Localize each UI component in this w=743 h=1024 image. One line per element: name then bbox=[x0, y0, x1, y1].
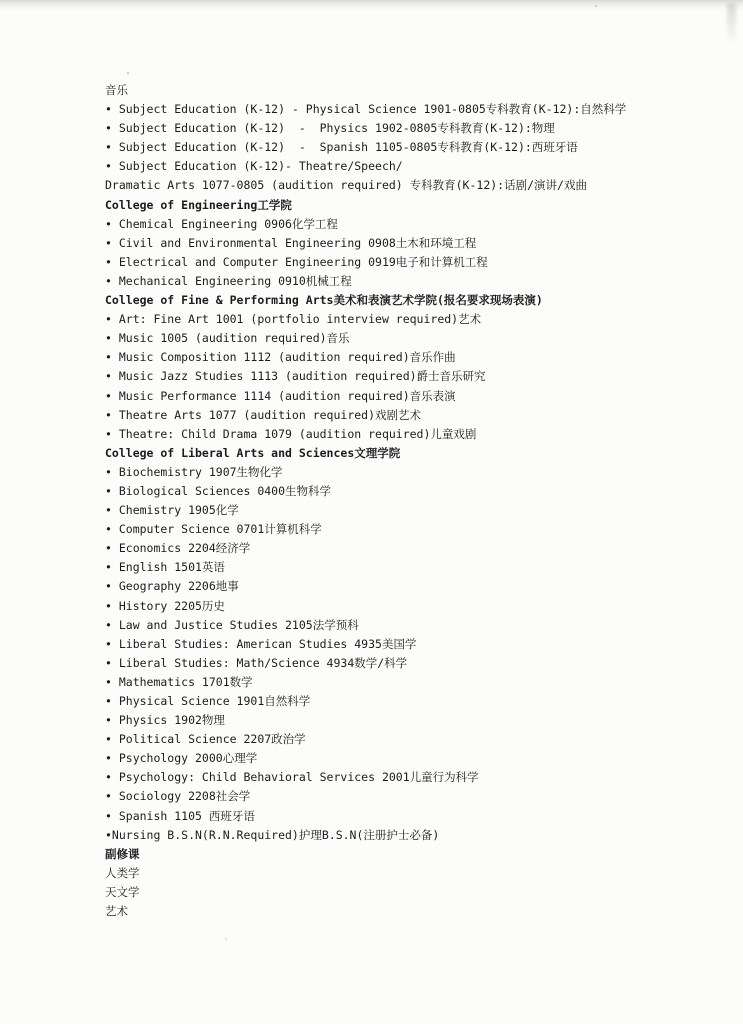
doc-line: • Psychology: Child Behavioral Services 2001儿童行为科学 bbox=[105, 770, 479, 785]
doc-line: • Civil and Environmental Engineering 0908土木和环境工程 bbox=[105, 235, 477, 250]
doc-line: 天文学 bbox=[105, 884, 140, 899]
doc-line: • English 1501英语 bbox=[105, 560, 225, 575]
doc-line: • Political Science 2207政治学 bbox=[105, 732, 306, 747]
document-body bbox=[105, 81, 741, 921]
doc-line: 音乐 bbox=[105, 83, 128, 97]
doc-line: Dramatic Arts 1077-0805 (audition required) 专科教育(K-12):话剧/演讲/戏曲 bbox=[105, 178, 587, 193]
doc-line: College of Liberal Arts and Sciences文理学院 bbox=[105, 445, 401, 460]
doc-line: 人类学 bbox=[105, 865, 140, 880]
doc-line: • Geography 2206地事 bbox=[105, 579, 239, 594]
doc-line: • Theatre Arts 1077 (audition required)戏剧艺术 bbox=[105, 407, 422, 422]
doc-line: • Chemical Engineering 0906化学工程 bbox=[105, 216, 338, 231]
doc-line: • Electrical and Computer Engineering 0919电子和计算机工程 bbox=[105, 254, 488, 269]
scan-edge-shadow bbox=[0, 0, 743, 10]
doc-line: • Biochemistry 1907生物化学 bbox=[105, 464, 283, 479]
doc-line: • Liberal Studies: American Studies 4935美国学 bbox=[105, 636, 417, 651]
doc-line: • Subject Education (K-12) - Physical Science 1901-0805专科教育(K-12):自然科学 bbox=[105, 102, 627, 117]
doc-line: • History 2205历史 bbox=[105, 598, 225, 613]
doc-line: •Nursing B.S.N(R.N.Required)护理B.S.N(注册护士必备) bbox=[105, 827, 440, 842]
doc-line: • Spanish 1105 西班牙语 bbox=[105, 808, 255, 823]
doc-line: • Theatre: Child Drama 1079 (audition required)儿童戏剧 bbox=[105, 426, 477, 441]
doc-line: College of Fine & Performing Arts美术和表演艺术学院(报名要求现场表演) bbox=[105, 293, 543, 308]
doc-line: • Economics 2204经济学 bbox=[105, 541, 251, 556]
doc-line: College of Engineering工学院 bbox=[105, 197, 292, 212]
doc-line: • Subject Education (K-12) - Spanish 1105-0805专科教育(K-12):西班牙语 bbox=[105, 140, 578, 155]
doc-line: • Music Jazz Studies 1113 (audition required)爵士音乐研究 bbox=[105, 369, 486, 384]
doc-line: • Music Composition 1112 (audition required)音乐作曲 bbox=[105, 350, 456, 365]
doc-line: • Subject Education (K-12) - Physics 1902-0805专科教育(K-12):物理 bbox=[105, 121, 555, 136]
scan-streak-artifact bbox=[727, 3, 736, 45]
doc-line: • Chemistry 1905化学 bbox=[105, 503, 239, 518]
doc-line: • Computer Science 0701计算机科学 bbox=[105, 522, 322, 537]
doc-line: • Sociology 2208社会学 bbox=[105, 789, 251, 804]
doc-line: • Music 1005 (audition required)音乐 bbox=[105, 331, 350, 346]
doc-line: • Law and Justice Studies 2105法学预科 bbox=[105, 617, 359, 632]
doc-line: • Biological Sciences 0400生物科学 bbox=[105, 483, 332, 498]
doc-line: • Subject Education (K-12)- Theatre/Speech/ bbox=[105, 159, 403, 174]
doc-line: • Physics 1902物理 bbox=[105, 713, 225, 728]
doc-line: • Mathematics 1701数学 bbox=[105, 674, 253, 689]
doc-line: • Physical Science 1901自然科学 bbox=[105, 694, 311, 708]
doc-line: • Psychology 2000心理学 bbox=[105, 751, 258, 766]
doc-line: 副修课 bbox=[105, 846, 140, 861]
doc-line: • Liberal Studies: Math/Science 4934数学/科学 bbox=[105, 655, 408, 670]
doc-line: • Mechanical Engineering 0910机械工程 bbox=[105, 273, 352, 288]
scan-speck-artifact bbox=[127, 72, 129, 74]
doc-line: • Music Performance 1114 (audition required)音乐表演 bbox=[105, 388, 456, 403]
doc-line: • Art: Fine Art 1001 (portfolio interview required)艺术 bbox=[105, 312, 482, 327]
doc-line: 艺术 bbox=[105, 904, 128, 919]
